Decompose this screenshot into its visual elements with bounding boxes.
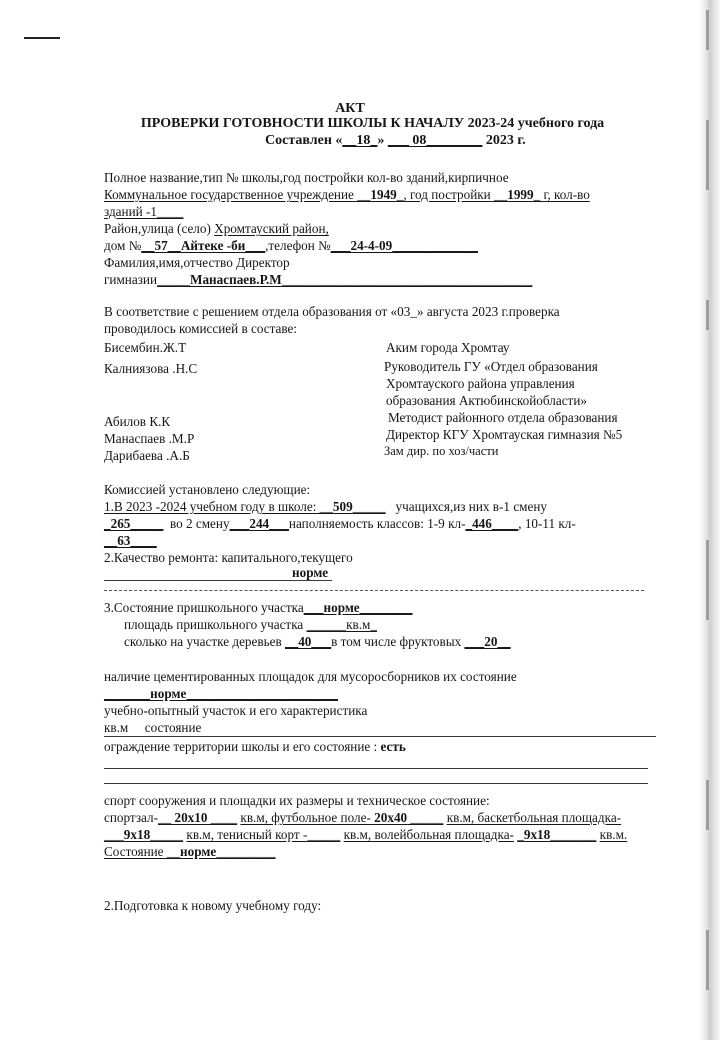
year-built: 1999 bbox=[507, 187, 534, 202]
buildings-label: г, кол-во bbox=[543, 187, 590, 202]
year-built-label: , год постройки bbox=[403, 187, 491, 202]
phone-number: 24-4-09 bbox=[350, 238, 393, 253]
fence-label: ограждение территории школы и его состояние : bbox=[104, 739, 378, 754]
info-line-3: зданий -1____ bbox=[104, 204, 184, 219]
trees-line: сколько на участке деревьев __40___в том числе фруктовых ___20__ bbox=[124, 634, 511, 649]
shift1-count: 265 bbox=[110, 516, 131, 531]
sport-line-1: спортзал-__ 20x10 ____ кв.м, футбольное поле- 20x40 _____ кв.м, баскетбольная площадка- bbox=[104, 810, 622, 825]
member-role: Руководитель ГУ «Отдел образования bbox=[384, 359, 598, 374]
repair-heading: 2.Качество ремонта: капитального,текущего bbox=[104, 550, 353, 565]
plot-unit: кв.м bbox=[104, 720, 129, 735]
fence-line-1 bbox=[104, 768, 648, 769]
sport-state-line: Состояние __норме_________ bbox=[104, 844, 276, 859]
compiled-prefix: Составлен « bbox=[265, 133, 343, 148]
member-role: образования Актюбинскойобласти» bbox=[386, 393, 587, 408]
volleyball-label: кв.м, волейбольная площадка- bbox=[343, 827, 514, 842]
house-number: 57 bbox=[154, 238, 168, 253]
info-line-6: Фамилия,имя,отчество Директор bbox=[104, 255, 290, 270]
member-name: Абилов К.К bbox=[104, 414, 171, 429]
shift1-label: учащихся,из них в-1 смену bbox=[395, 499, 548, 514]
sport-state-label: Состояние bbox=[104, 844, 164, 859]
tennis-label: кв.м, тенисный корт - bbox=[186, 827, 308, 842]
info-line-7: гимназии_____Манаспаев.Р.М______________________________________ bbox=[104, 272, 533, 287]
concrete-value: _______норме_______________________ bbox=[104, 686, 338, 701]
concrete-heading: наличие цементированных площадок для мусоросборников их состояние bbox=[104, 669, 517, 684]
member-role: Зам дир. по хоз/части bbox=[384, 444, 499, 458]
info-line-4 bbox=[104, 221, 329, 237]
sport-line-2: ___9x18_____ кв.м, тенисный корт -_____ кв.м, волейбольная площадка- _9x18_______ кв.м. bbox=[104, 827, 628, 842]
shift2-count: 244 bbox=[249, 516, 270, 531]
plot-line bbox=[104, 736, 656, 737]
gym-size: 20x10 bbox=[174, 810, 208, 825]
grounds-state-line: 3.Состояние пришкольного участка___норме________ bbox=[104, 600, 413, 615]
grades-10-11-count: __63____ bbox=[104, 533, 157, 548]
info-line-2: Коммунальное государственное учреждение __1949_, год постройки __1999_ г, кол-во bbox=[104, 187, 590, 202]
section-separator bbox=[104, 590, 644, 591]
grounds-state-label: 3.Состояние пришкольного участка bbox=[104, 600, 304, 615]
fence-value: есть bbox=[380, 739, 406, 754]
street-name: Айтеке -би bbox=[180, 238, 246, 253]
grounds-state-value: норме bbox=[323, 600, 360, 615]
grounds-area-label: площадь пришкольного участка bbox=[124, 617, 304, 632]
director-name: Манаспаев.Р.М bbox=[190, 272, 282, 287]
grades-10-11-label: , 10-11 кл- bbox=[518, 516, 576, 531]
plot-values bbox=[104, 720, 201, 736]
grades-1-9-count: 446 bbox=[472, 516, 492, 531]
member-name: Манаспаев .М.Р bbox=[104, 431, 195, 446]
member-role: Методист районного отдела образования bbox=[388, 410, 618, 425]
basketball-label: кв.м, баскетбольная площадка- bbox=[446, 810, 622, 825]
plot-heading: учебно-опытный участок и его характеристика bbox=[104, 703, 368, 718]
compiled-year: 2023 г. bbox=[485, 133, 526, 148]
trees-count: 40 bbox=[298, 634, 312, 649]
volleyball-size: 9x18 bbox=[523, 827, 551, 842]
volleyball-unit: кв.м. bbox=[599, 827, 628, 842]
compiled-month: ___ 08________ bbox=[387, 133, 483, 148]
plot-state-label: состояние bbox=[144, 720, 202, 735]
district-label: Район,улица (село) bbox=[104, 221, 211, 236]
member-role: Аким города Хромтау bbox=[386, 340, 510, 355]
member-name: Бисембин.Ж.Т bbox=[104, 340, 187, 355]
total-students: 509 bbox=[332, 499, 353, 514]
students-line-1: 1.В 2023 -2024 учебном году в школе: __509_____ учащихся,из них в-1 смену bbox=[104, 499, 548, 514]
act-title: АКТ bbox=[335, 101, 365, 116]
fence-line bbox=[104, 739, 406, 755]
grounds-area-unit: кв.м bbox=[346, 617, 371, 632]
fruit-count: 20 bbox=[484, 634, 498, 649]
institution-type: Коммунальное государственное учреждение bbox=[104, 187, 354, 202]
sport-state-value: норме bbox=[180, 844, 217, 859]
district-value: Хромтауский район, bbox=[214, 221, 329, 236]
students-line-2: _265_____ во 2 смену___244___наполняемость классов: 1-9 кл-_446____, 10-11 кл- bbox=[104, 516, 576, 531]
trees-label: сколько на участке деревьев bbox=[124, 634, 282, 649]
phone-label: ,телефон № bbox=[265, 238, 331, 253]
scan-corner-mark bbox=[24, 37, 60, 39]
member-role: Хромтауского района управления bbox=[386, 376, 575, 391]
football-size: 20x40 bbox=[374, 810, 408, 825]
grounds-area-line: площадь пришкольного участка ______кв.м_ bbox=[124, 617, 377, 632]
football-label: кв.м, футбольное поле- bbox=[240, 810, 371, 825]
year-founded: 1949 bbox=[370, 187, 397, 202]
info-line-5: дом №__57__Айтеке -би___,телефон №___24-4-09_____________ bbox=[104, 238, 478, 253]
compiled-date bbox=[265, 133, 526, 149]
next-section-heading: 2.Подготовка к новому учебному году: bbox=[104, 898, 322, 913]
gymnasium-label: гимназии bbox=[104, 272, 158, 287]
member-name: Калниязова .Н.С bbox=[104, 361, 198, 376]
member-role: Директор КГУ Хромтауская гимназия №5 bbox=[386, 427, 623, 442]
fence-line-2 bbox=[104, 783, 648, 784]
compiled-mid: » bbox=[377, 133, 385, 148]
gym-label: спортзал- bbox=[104, 810, 158, 825]
compiled-day: __18_ bbox=[342, 133, 378, 148]
findings-heading: Комиссией установлено следующие: bbox=[104, 482, 311, 497]
fruit-label: в том числе фруктовых bbox=[331, 634, 462, 649]
scan-shadow-edge bbox=[698, 0, 720, 1040]
basketball-size: 9x18 bbox=[123, 827, 151, 842]
member-name: Дарибаева .А.Б bbox=[104, 448, 190, 463]
act-subtitle: ПРОВЕРКИ ГОТОВНОСТИ ШКОЛЫ К НАЧАЛУ 2023-24 учебного года bbox=[140, 116, 605, 131]
commission-intro-1: В соответствие с решением отдела образования от «03_» августа 2023 г.проверка bbox=[104, 304, 560, 319]
repair-value: норме bbox=[292, 565, 329, 580]
info-line-1: Полное название,тип № школы,год постройки кол-во зданий,кирпичное bbox=[104, 170, 509, 185]
commission-intro-2: проводилось комиссией в составе: bbox=[104, 321, 298, 336]
sport-heading: спорт сооружения и площадки их размеры и техническое состояние: bbox=[104, 793, 490, 808]
fill-label: наполняемость классов: 1-9 кл- bbox=[288, 516, 466, 531]
shift2-label: во 2 смену bbox=[169, 516, 230, 531]
house-label: дом № bbox=[104, 238, 142, 253]
